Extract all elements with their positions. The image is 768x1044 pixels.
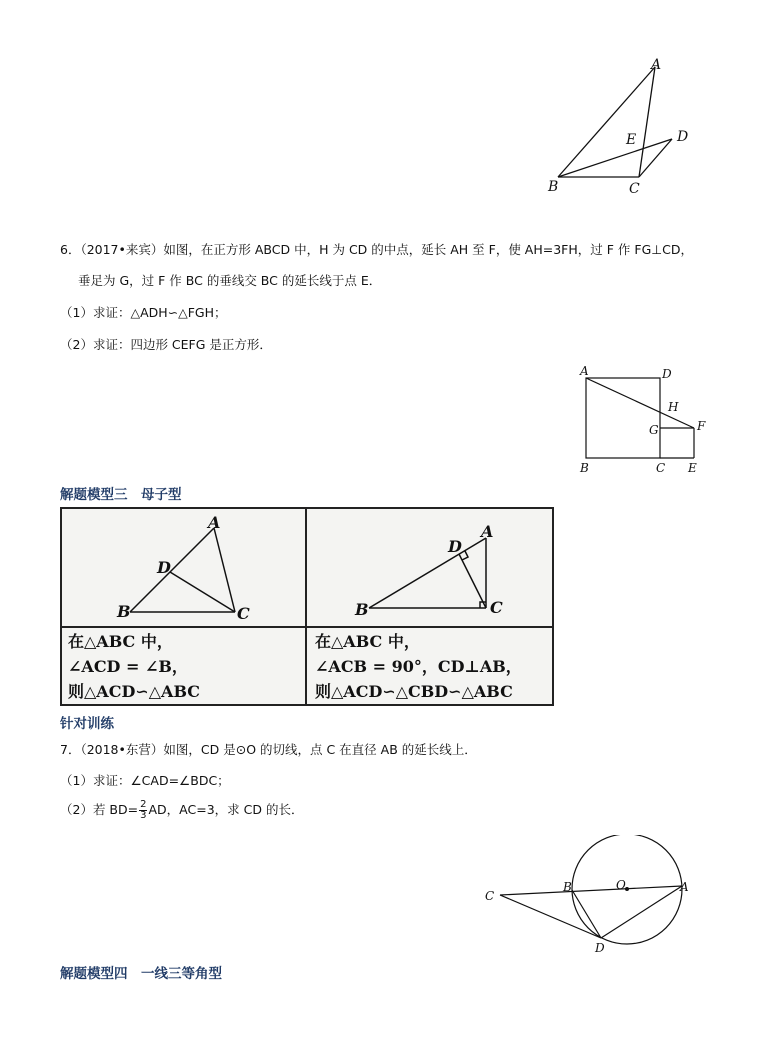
problem7-part2-suffix: AD，AC=3，求 CD 的长． <box>148 802 304 817</box>
fraction-numerator: 2 <box>140 799 147 810</box>
fig7-label-d: D <box>595 941 605 955</box>
model3-left-label-b: B <box>117 602 131 621</box>
label-c: C <box>629 181 640 197</box>
label-a: A <box>651 57 662 73</box>
fig6-label-c: C <box>656 461 666 475</box>
model3-right-text3: 则△ACD∽△CBD∽△ABC <box>315 682 513 701</box>
problem6-line1: 6．（2017•来宾）如图，在正方形 ABCD 中，H 为 CD 的中点，延长 AH 至 F，使 AH=3FH，过 F 作 FG⊥CD， <box>60 242 693 257</box>
model3-right-label-a: A <box>481 522 494 541</box>
practice-title: 针对训练 <box>60 716 114 732</box>
model3-right-label-d: D <box>448 537 462 556</box>
figure-6 <box>574 362 714 477</box>
figure-7 <box>480 835 700 960</box>
model3-right-label-c: C <box>490 598 503 617</box>
model3-horizontal-divider <box>62 626 552 628</box>
problem6-part2: （2）求证：四边形 CEFG 是正方形． <box>60 337 272 352</box>
label-e: E <box>626 132 637 148</box>
problem7-part1: （1）求证：∠CAD=∠BDC； <box>60 773 230 788</box>
fraction-two-thirds <box>139 800 147 821</box>
fig6-label-a: A <box>580 364 589 378</box>
section3-title: 解题模型三 母子型 <box>60 487 182 503</box>
model3-left-label-a: A <box>208 513 221 532</box>
model3-right-text1: 在△ABC 中， <box>315 632 420 651</box>
problem7-line1: 7．（2018•东营）如图，CD 是⊙O 的切线，点 C 在直径 AB 的延长线上． <box>60 742 477 757</box>
fig7-label-o: O <box>616 878 626 892</box>
fig7-label-c: C <box>485 889 495 903</box>
model3-right-label-b: B <box>355 600 369 619</box>
fig6-label-g: G <box>649 423 659 437</box>
fig7-label-b: B <box>563 880 572 894</box>
model3-left-label-d: D <box>157 558 171 577</box>
problem7-part2-prefix: （2）若 BD= <box>60 802 139 817</box>
fig6-label-e: E <box>688 461 697 475</box>
fig6-label-d: D <box>662 367 672 381</box>
fraction-denominator: 3 <box>140 810 147 821</box>
fig6-label-b: B <box>580 461 589 475</box>
label-d: D <box>677 129 689 145</box>
problem6-part1: （1）求证：△ADH∽△FGH； <box>60 305 227 320</box>
fig7-label-a: A <box>680 880 689 894</box>
model3-left-label-c: C <box>237 604 250 623</box>
model3-right-figure <box>307 509 552 626</box>
fig6-label-h: H <box>668 400 679 414</box>
model3-right-text2: ∠ACB = 90°，CD⊥AB， <box>315 657 522 676</box>
model3-left-text3: 则△ACD∽△ABC <box>68 682 201 701</box>
problem6-line2: 垂足为 G，过 F 作 BC 的垂线交 BC 的延长线于点 E． <box>78 273 382 288</box>
model3-left-text2: ∠ACD = ∠B， <box>68 657 188 676</box>
problem7-part2 <box>60 800 303 821</box>
model3-left-figure <box>62 509 305 626</box>
label-b: B <box>548 179 559 195</box>
top-figure <box>540 55 700 200</box>
fig6-label-f: F <box>697 419 706 433</box>
section4-title: 解题模型四 一线三等角型 <box>60 966 222 982</box>
model3-left-text1: 在△ABC 中， <box>68 632 173 651</box>
model3-box <box>60 507 554 706</box>
